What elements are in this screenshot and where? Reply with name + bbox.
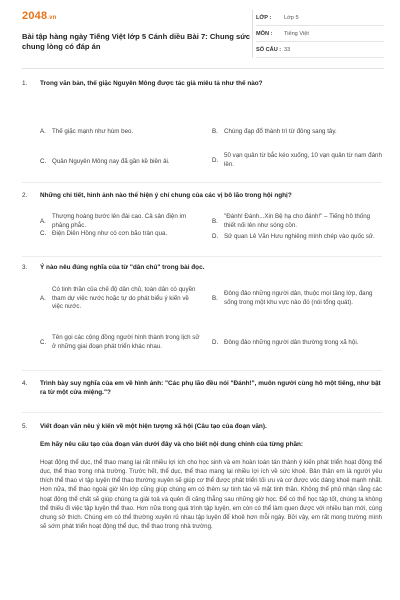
option-3b[interactable] [212,282,382,316]
question-text: Trình bày suy nghĩa của em về hình ảnh: "Các phụ lão đều nói "Đánh!", muôn người cùng hô một tiếng, như bật ra từ một cửa miệng."? [40,380,381,396]
question-number: 1. [22,80,28,87]
option-1a[interactable] [40,126,200,138]
option-text: Thế giặc mạnh như hùm beo. [52,127,134,135]
option-key: D. [212,338,219,346]
option-key: D. [212,232,219,240]
question-separator [22,256,382,257]
option-text: Có tinh thần của chế độ dân chủ, toàn dân có quyền tham dự việc nước hoặc tự do phát biểu ý kiến về việc nước. [52,285,196,311]
meta-value: 33 [284,46,291,53]
meta-table [256,10,384,58]
meta-value: Lớp 5 [284,14,299,21]
header [0,0,400,64]
meta-row-subject [256,26,384,42]
option-1c[interactable] [40,153,210,171]
option-text: Quân Nguyên Mông nay đã gần kề biên ải. [52,157,170,165]
question-separator [22,412,382,413]
option-1d[interactable] [212,150,382,172]
option-text: 50 vạn quân từ bắc kéo xuống, 10 vạn quân từ nam đánh lên. [224,152,382,168]
question-number: 5. [22,423,28,430]
option-key: A. [40,127,46,135]
question-text: Ý nào nêu đúng nghĩa của từ "dân chủ" trong bài đọc. [40,264,205,271]
option-2d[interactable] [212,226,382,248]
option-key: A. [40,294,46,302]
question-text: Viết đoạn văn nêu ý kiến về một hiện tượng xã hội (Câu tạo của đoạn văn). [40,423,267,430]
option-text: Tên gọi các cộng đồng người hình thành trong lịch sử ở những giai đoạn phát triển khác nhau. [52,334,200,350]
meta-row-count [256,42,384,58]
option-2c[interactable] [40,227,200,241]
option-text: Điện Diên Hồng như có cơn bão tràn qua. [52,229,168,237]
option-key: D. [212,156,219,164]
essay-paragraph: Hoạt động thể dục, thể thao mang lại rất nhiều lợi ích cho học sinh và em hoàn toàn tán thành ý kiến phát triển hoạt động thể dục, thể thao trong nhà trường. Trước hết, thể dục, thể thao mang lại nhiều lợi ích về sức khoẻ. Bản thân em là người yêu thích thể thao vì tập luyện thể thao thường xuyên sẽ giúp cơ thể được phát triển tối ưu và cơ được vóc dáng khoẻ mạnh nhất. Hơn nữa, thể thao ngoài giờ lên lớp cũng giúp chúng em có thêm sự tinh táo về mặt tinh thần. Không thể phủ nhận rằng các hoạt động thể chất sẽ giúp chúng ta giải toả và quên đi căng thẳng sau những giờ học. Để có thể học tập tốt, chúng ta không thể thiếu đi việc tập luyện thể thao. Hơn nữa trong quá trình tập luyện, em còn có thể làm quen được với nhiều bạn mới, cùng chung sở thích. Chúng em có thể thường xuyên rủ nhau tập luyện để khoẻ hơn mỗi ngày. Bởi vậy, em rất mong trường mình sẽ sớm phát triển hoạt động thể dục, thể thao trong nhà trường. [40,459,382,530]
meta-key: LỚP : [256,14,272,21]
meta-row-grade [256,10,384,26]
option-key: C. [40,157,47,165]
meta-value: Tiếng Việt [284,30,309,37]
option-key: B. [212,127,218,135]
site-logo[interactable]: 2048.vn [22,10,57,22]
option-text: Thượng hoàng bước lên đài cao. Cả sân điện im phăng phắc. [52,213,187,229]
question-separator [22,370,382,371]
option-1b[interactable] [212,126,382,138]
sub-question: Em hãy nêu cấu tạo của đoạn văn dưới đây và cho biết nội dung chính của từng phần: [40,441,304,448]
question-number: 4. [22,380,28,387]
option-3d[interactable] [212,332,382,354]
question-text: Những chi tiết, hình ảnh nào thể hiện ý chí chung của các vị bô lão trong hội nghị? [40,192,292,199]
header-divider [252,10,253,58]
option-text: Đông đảo những người dân thường trong xã hội. [224,338,359,346]
option-text: Chúng đạp đổ thành trì từ đông sang tây. [224,127,337,135]
page-title: Bài tập hàng ngày Tiếng Việt lớp 5 Cánh diều Bài 7: Chung sức chung lòng có đáp án [22,32,250,52]
question-separator [22,182,382,183]
option-text: "Đánh! Đánh...Xin Bệ hạ cho đánh!" – Tiếng hô thống thiết nối lên như sóng cồn. [224,213,371,229]
option-text: Đông đảo những người dân, thuộc mọi tầng lớp, đang sống trong một khu vực nào đó (nói tổng quát). [224,290,373,306]
option-text: Sử quan Lê Văn Hưu nghiêng mình chép vào quốc sử. [224,232,375,240]
question-text: Trong văn bản, thế giặc Nguyên Mông được tác giả miêu tả như thế nào? [40,80,263,87]
meta-key: MÔN : [256,30,273,37]
option-3c[interactable] [40,326,200,360]
option-key: C. [40,338,47,346]
header-separator [22,68,384,69]
meta-key: SỐ CÂU : [256,46,282,53]
option-key: B. [212,294,218,302]
option-key: B. [212,217,218,225]
option-3a[interactable] [40,282,200,316]
question-number: 3. [22,264,28,271]
question-number: 2. [22,192,28,199]
option-key: C. [40,229,47,237]
option-key: A. [40,217,46,225]
